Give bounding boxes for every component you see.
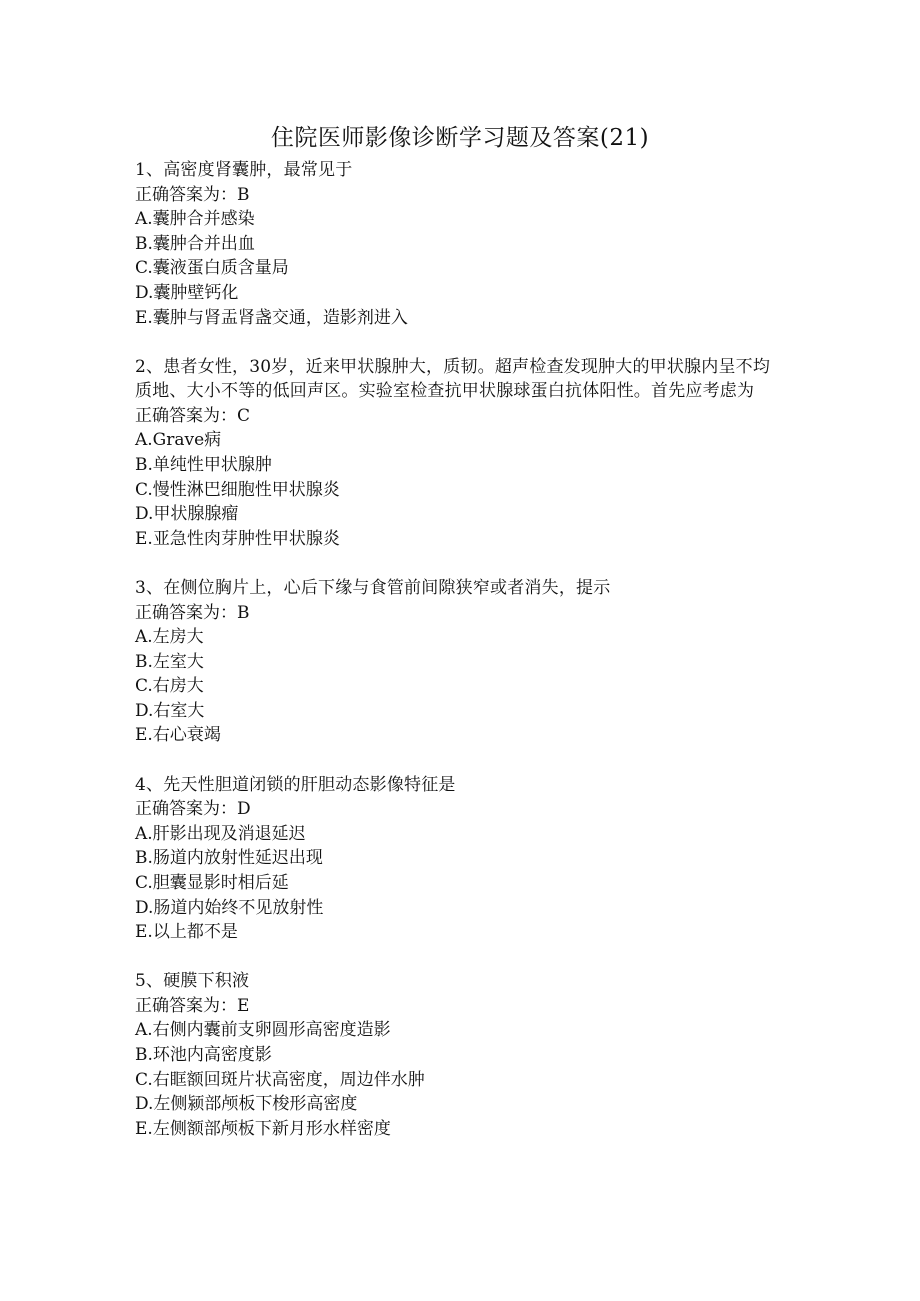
correct-answer: 正确答案为：B (135, 184, 250, 205)
option-b: B.左室大 (135, 651, 204, 672)
option-d: D.右室大 (135, 700, 205, 721)
option-b: B.肠道内放射性延迟出现 (135, 848, 323, 869)
question-4 (135, 773, 785, 945)
option-a: A.囊肿合并感染 (135, 209, 255, 230)
option-a: A.右侧内囊前支卵圆形高密度造影 (135, 1020, 391, 1041)
option-e: E.以上都不是 (135, 922, 238, 943)
question-2 (135, 355, 785, 552)
correct-answer: 正确答案为：C (135, 405, 251, 426)
option-b: B.环池内高密度影 (135, 1045, 272, 1065)
correct-answer: 正确答案为：E (135, 995, 250, 1016)
option-e: E.囊肿与肾盂肾盏交通，造影剂进入 (135, 307, 408, 328)
option-d: D.甲状腺腺瘤 (135, 504, 239, 525)
option-a: A.肝影出现及消退延迟 (135, 823, 306, 844)
question-list (135, 158, 785, 1166)
question-3 (135, 576, 785, 748)
correct-answer: 正确答案为：D (135, 799, 251, 820)
option-d: D.肠道内始终不见放射性 (135, 897, 324, 918)
option-e: E.亚急性肉芽肿性甲状腺炎 (135, 528, 340, 549)
option-c: C.右房大 (135, 676, 204, 697)
option-c: C.右眶额回斑片状高密度，周边伴水肿 (135, 1069, 425, 1090)
correct-answer: 正确答案为：B (135, 602, 250, 623)
question-stem: 4、先天性胆道闭锁的肝胆动态影像特征是 (135, 774, 456, 795)
option-b: B.单纯性甲状腺肿 (135, 455, 272, 476)
option-a: A.左房大 (135, 627, 204, 648)
question-stem: 5、硬膜下积液 (135, 971, 250, 992)
option-e: E.左侧额部颅板下新月形水样密度 (135, 1118, 391, 1139)
option-e: E.右心衰竭 (135, 725, 221, 746)
question-stem: 1、高密度肾囊肿，最常见于 (135, 160, 353, 180)
option-d: D.囊肿壁钙化 (135, 282, 239, 303)
question-stem: 2、患者女性，30岁，近来甲状腺肿大，质韧。超声检查发现肿大的甲状腺内呈不均质地、大小不等的低回声区。实验室检查抗甲状腺球蛋白抗体阳性。首先应考虑为 (135, 356, 771, 402)
option-c: C.胆囊显影时相后延 (135, 872, 289, 893)
option-d: D.左侧颍部颅板下梭形高密度 (135, 1094, 358, 1115)
document-title: 住院医师影像诊断学习题及答案(21) (270, 125, 650, 151)
option-c: C.慢性淋巴细胞性甲状腺炎 (135, 479, 340, 500)
question-5 (135, 969, 785, 1141)
option-c: C.囊液蛋白质含量局 (135, 258, 289, 279)
option-a: A.Grave病 (135, 430, 222, 451)
question-1 (135, 158, 785, 330)
option-b: B.囊肿合并出血 (135, 233, 255, 254)
question-stem: 3、在侧位胸片上，心后下缘与食管前间隙狭窄或者消失，提示 (135, 577, 611, 598)
